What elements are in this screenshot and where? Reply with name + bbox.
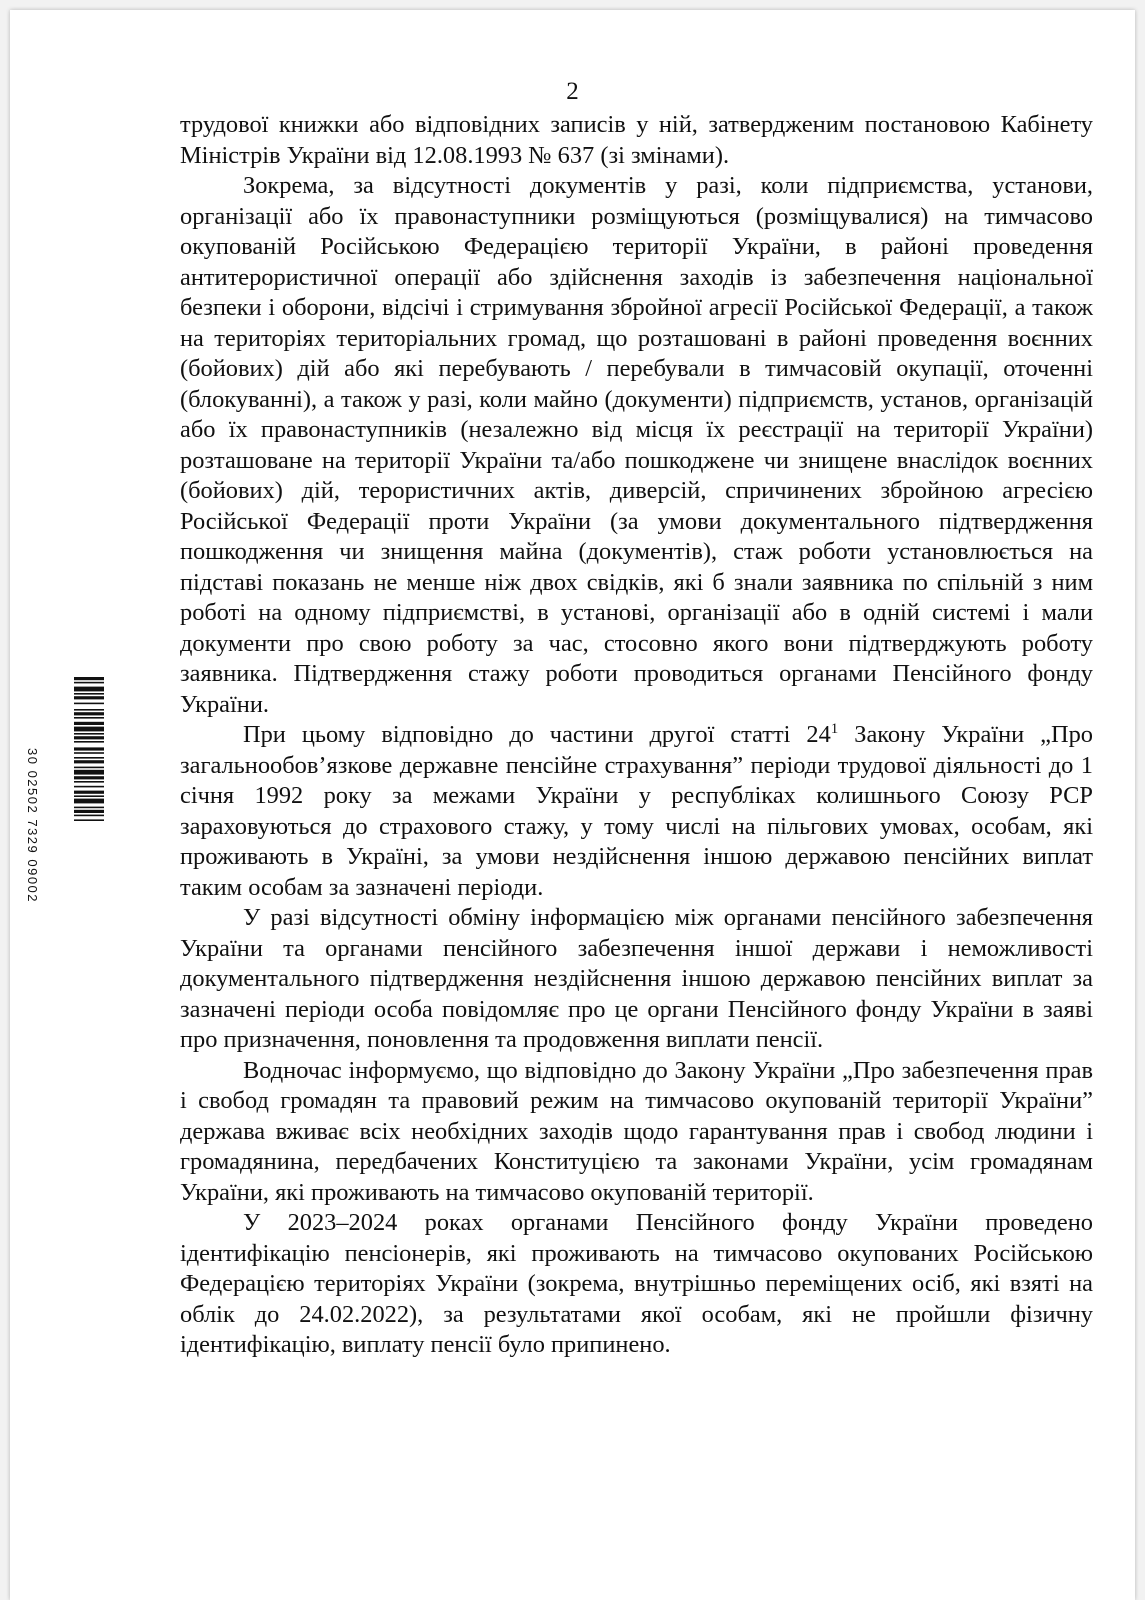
barcode-bar (74, 786, 104, 788)
barcode-bar (74, 810, 104, 813)
barcode-bar (74, 807, 104, 809)
article-superscript: 1 (830, 720, 839, 737)
barcode-bar (74, 741, 104, 743)
barcode-bar (74, 682, 104, 684)
paragraph-6: У 2023–2024 роках органами Пенсійного фонду України проведено ідентифікацію пенсіонерів, які проживають на тимчасово окупованих Російською Федерацією територіях України (зокрема, внутрішньо переміщених осіб, які взяті на облік до 24.02.2022), за результатами якої особам, які не пройшли фізичну ідентифікацію, виплату пенсії було припинено. (180, 1209, 1093, 1358)
paragraph-2: Зокрема, за відсутності документів у разі, коли підприємства, установи, організації або їх правонаступники розміщуються (розміщувалися) на тимчасово окупованій Російською Федерацією території України, в районі проведення антитерористичної операції або здійснення заходів із забезпечення національної безпеки і оборони, відсічі і стримування збройної агресії Російської Федерації, а також на територіях територіальних громад, що розташовані в районі проведення воєнних (бойових) дій або які перебувають / перебували в тимчасовій окупації, оточенні (блокуванні), а також у разі, коли майно (документи) підприємств, установ, організацій або їх правонаступників (незалежно від місця їх реєстрації на території України) розташоване на території України та/або пошкоджене чи знищене внаслідок воєнних (бойових) дій, терористичних актів, диверсій, спричинених збройною агресією Російської Федерації проти України (за умови документального підтвердження пошкодження чи знищення майна (документів), стаж роботи установлюється на підставі показань не менше ніж двох свідків, які б знали заявника по спільній з ним роботі на одному підприємстві, в установі, організації або в одній системі і мали документи про свою роботу за час, стосовно якого вони підтверджують роботу заявника. Підтвердження стажу роботи проводиться органами Пенсійного фонду України. (180, 172, 1093, 718)
paragraph-4: У разі відсутності обміну інформацією між органами пенсійного забезпечення України та органами пенсійного забезпечення іншої держави і неможливості документального підтвердження нездійснення іншою державою пенсійних виплат за зазначені періоди особа повідомляє про це органи Пенсійного фонду України в заяві про призначення, поновлення та продовження виплати пенсії. (180, 904, 1093, 1053)
barcode-bar (74, 709, 104, 711)
barcode-bar (74, 696, 104, 699)
paragraph-3-text-before: При цьому відповідно до частини другої статті 24 (243, 721, 831, 748)
barcode (74, 677, 104, 902)
barcode-bar (74, 687, 104, 692)
document-page (10, 10, 1135, 1600)
paragraph-1: трудової книжки або відповідних записів у ній, затвердженим постановою Кабінету Міністрів України від 12.08.1993 № 637 (зі змінами). (180, 111, 1093, 169)
barcode-bar (74, 795, 104, 797)
barcode-bar (74, 703, 104, 705)
barcode-bar (74, 776, 104, 779)
paragraph-5: Водночас інформуємо, що відповідно до Закону України „Про забезпечення прав і свобод громадян та правовий режим на тимчасово окупованій території України” держава вживає всіх необхідних заходів щодо гарантування прав і свобод людини і громадянина, передбачених Конституцією та законами України, усім громадянам України, які проживають на тимчасово окупованій території. (180, 1056, 1093, 1206)
barcode-bar (74, 819, 104, 821)
barcode-bar (74, 760, 104, 763)
barcode-bar (74, 767, 104, 769)
barcode-bar (74, 727, 104, 732)
barcode-bar (74, 781, 104, 783)
barcode-bar (74, 757, 104, 759)
barcode-bar (74, 752, 104, 754)
barcode-bar (74, 791, 104, 794)
paragraph-3-text-after: Закону України „Про загальнообов’язкове державне пенсійне страхування” періоди трудової діяльності до 1 січня 1992 року за межами України у республіках колишнього Союзу РСР зараховуються до страхового стажу, у тому числі на пільгових умовах, особам, які проживають в Україні, за умови нездійснення іншою державою пенсійних виплат таким особам за зазначені періоди. (180, 721, 1093, 901)
barcode-bar (74, 747, 104, 750)
barcode-bar (74, 770, 104, 775)
barcode-number: 30 02502 7329 09002 (25, 748, 40, 904)
barcode-bar (74, 722, 104, 725)
barcode-bar (74, 736, 104, 739)
barcode-bar (74, 799, 104, 804)
paragraph-3 (180, 720, 1093, 903)
barcode-bar (74, 712, 104, 715)
barcode-bar (74, 815, 104, 817)
page-number: 2 (566, 78, 579, 105)
barcode-bar (74, 677, 104, 680)
document-body (180, 110, 1093, 1361)
barcode-bar (74, 693, 104, 695)
barcode-bar (74, 717, 104, 719)
barcode-bar (74, 733, 104, 735)
